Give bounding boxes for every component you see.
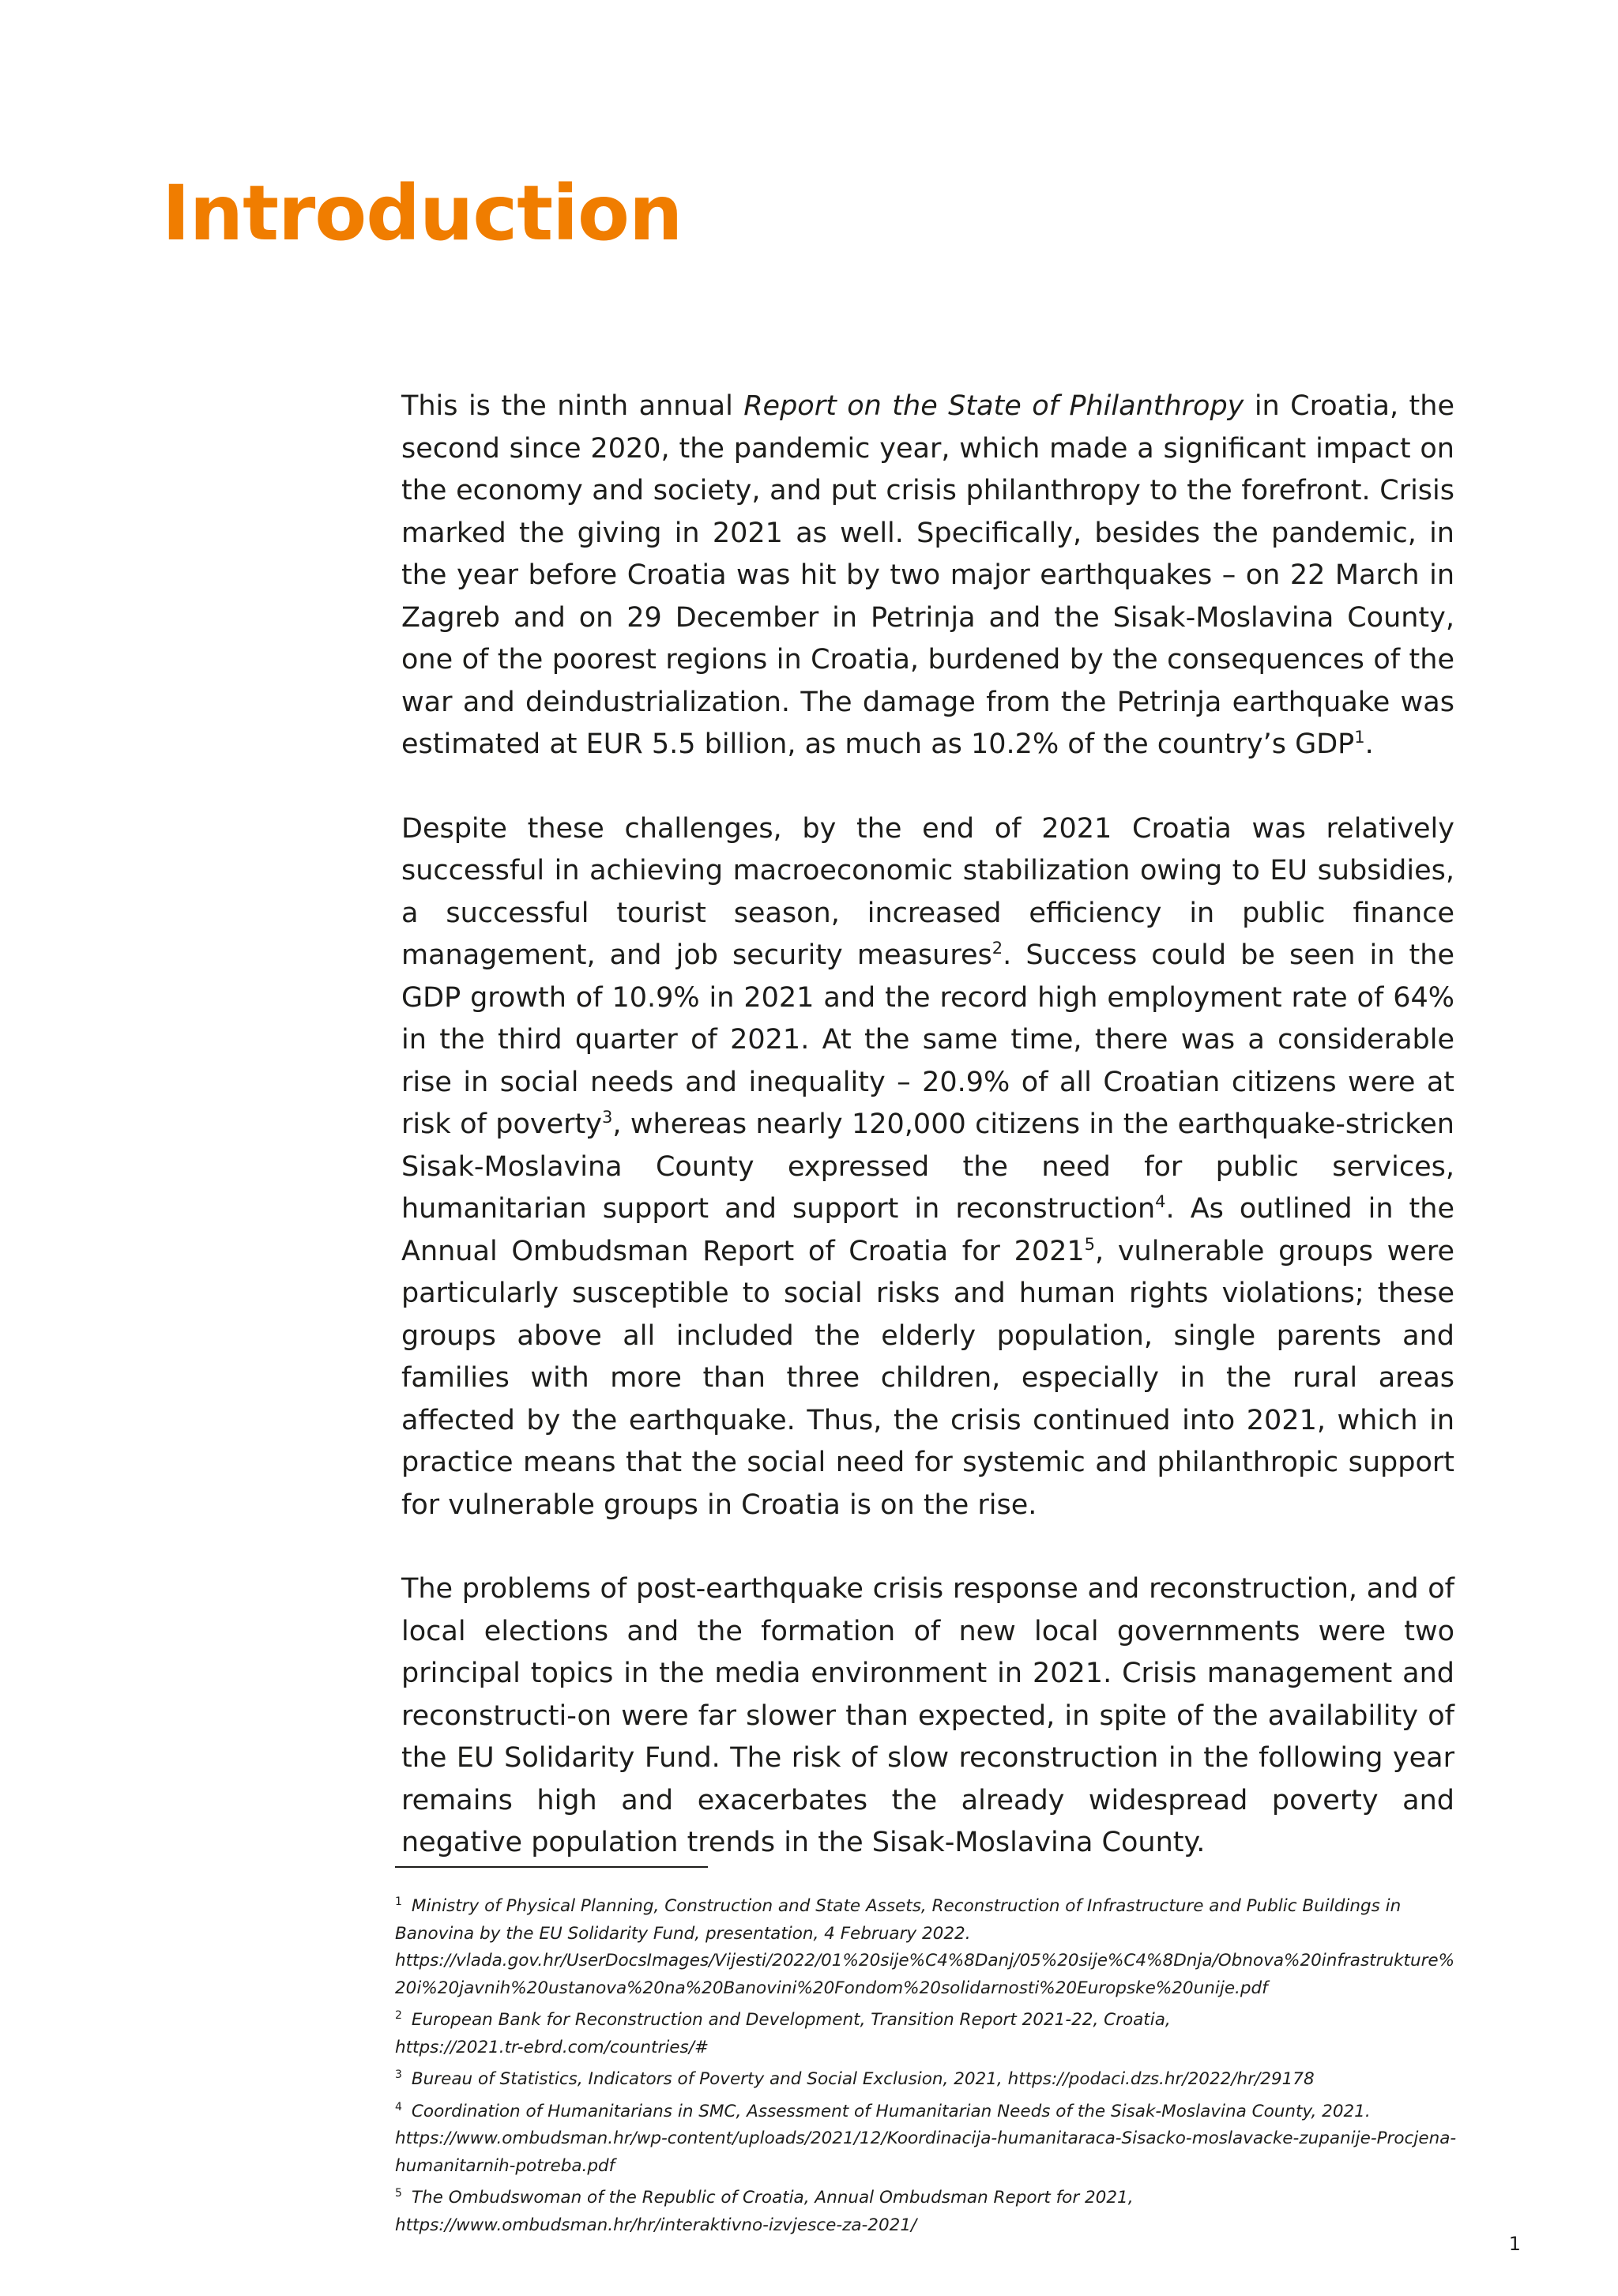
paragraph-1-text-c: . [1364,728,1374,760]
footnote-link[interactable]: https://vlada.gov.hr/UserDocsImages/Vijesti/2022/01%20sije%C4%8Danj/05%20sije%C4%8Dnja/Obnova%20infrastrukture%20i%20javnih%20ustanova%20na%20Banovini%20Fondom%20solidarnosti%20Europske%20unije.pdf [395,1951,1455,1998]
footnote-4 [395,2094,1458,2181]
footnote-3 [395,2061,1458,2094]
paragraph-2-text-a: Despite these challenges, by the end of 2021 Croatia was relatively successful in achieving macroeconomic stabilization owing to EU subsidies, a successful tourist season, increased efficiency in public finance management, and job security measures [401,812,1454,971]
page-number: 1 [1508,2233,1521,2255]
paragraph-2 [401,808,1454,1527]
paragraph-1 [401,386,1454,766]
footnote-1 [395,1888,1458,2002]
footnote-number: 5 [395,2187,402,2200]
body-text [401,386,1454,1865]
paragraph-1-text-a: This is the ninth annual [401,390,744,422]
footnote-text: The Ombudswoman of the Republic of Croatia, Annual Ombudsman Report for 2021, [411,2188,1134,2208]
paragraph-2-text-b: . Success could be seen in the GDP growth of 10.9% in 2021 and the record high employment rate of 64% in the third quarter of 2021. At the same time, there was a considerable rise in social needs and inequality – 20.9% of all Croatian citizens were at risk of poverty [401,939,1454,1140]
footnote-text: European Bank for Reconstruction and Development, Transition Report 2021-22, Croatia, [411,2010,1171,2030]
footnote-5 [395,2180,1458,2239]
paragraph-3: The problems of post-earthquake crisis response and reconstruction, and of local elections and the formation of new local governments were two principal topics in the media environment in 2021. Crisis management and reconstructi-on were far slower than expected, in spite of the availability of the EU Solidarity Fund. The risk of slow reconstruction in the following year remains high and exacerbates the already widespread poverty and negative population trends in the Sisak-Moslavina County. [401,1573,1454,1858]
footnote-text: Coordination of Humanitarians in SMC, Assessment of Humanitarian Needs of the Sisak-Moslavina County, 2021. [411,2101,1371,2121]
footnote-text: Bureau of Statistics, Indicators of Poverty and Social Exclusion, 2021, https://podaci.dzs.hr/2022/hr/29178 [411,2069,1315,2089]
footnote-number: 4 [395,2100,402,2113]
footnote-ref-1[interactable]: 1 [1354,728,1365,747]
footnote-text: Ministry of Physical Planning, Construction and State Assets, Reconstruction of Infrastructure and Public Buildings in Banovina by the EU Solidarity Fund, presentation, 4 February 2022. [395,1896,1402,1944]
footnote-ref-4[interactable]: 4 [1155,1192,1166,1211]
paragraph-2-text-e: , vulnerable groups were particularly susceptible to social risks and human rights violations; these groups above all included the elderly population, single parents and families with more than three children, especially in the rural areas affected by the earthquake. Thus, the crisis continued into 2021, which in practice means that the social need for systemic and philanthropic support for vulnerable groups in Croatia is on the rise. [401,1235,1454,1521]
paragraph-2-text-d: . As outlined in the Annual Ombudsman Report of Croatia for 2021 [401,1193,1454,1267]
footnote-number: 3 [395,2068,402,2081]
footnotes [395,1866,1458,2239]
footnote-link[interactable]: https://www.ombudsman.hr/wp-content/uploads/2021/12/Koordinacija-humanitaraca-Sisacko-moslavacke-zupanije-Procjena-humanitarnih-potreba.pdf [395,2129,1457,2176]
footnote-ref-2[interactable]: 2 [991,939,1003,958]
footnote-ref-5[interactable]: 5 [1084,1234,1096,1254]
report-title: Report on the State of Philanthropy [743,390,1244,422]
footnote-number: 2 [395,2009,402,2022]
footnote-link[interactable]: https://www.ombudsman.hr/hr/interaktivno-izvjesce-za-2021/ [395,2215,917,2235]
paragraph-2-text-c: , whereas nearly 120,000 citizens in the earthquake-stricken Sisak-Moslavina County expressed the need for public services, humanitarian support and support in reconstruction [401,1108,1454,1225]
footnote-link[interactable]: https://2021.tr-ebrd.com/countries/# [395,2037,709,2057]
paragraph-1-text-b: in Croatia, the second since 2020, the pandemic year, which made a significant impact on the economy and society, and put crisis philanthropy to the forefront. Crisis marked the giving in 2021 as well. Specifically, besides the pandemic, in the year before Croatia was hit by two major earthquakes – on 22 March in Zagreb and on 29 December in Petrinja and the Sisak-Moslavina County, one of the poorest regions in Croatia, burdened by the consequences of the war and deindustrialization. The damage from the Petrinja earthquake was estimated at EUR 5.5 billion, as much as 10.2% of the country’s GDP [401,390,1454,760]
footnote-divider [395,1866,708,1868]
footnote-ref-3[interactable]: 3 [601,1108,613,1127]
footnote-2 [395,2002,1458,2061]
page-title: Introduction [162,169,683,258]
footnote-number: 1 [395,1895,402,1908]
